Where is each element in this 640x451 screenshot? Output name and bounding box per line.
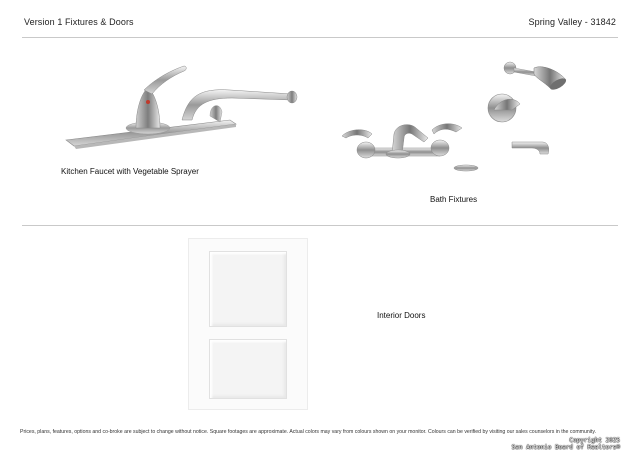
disclaimer-text: Prices, plans, features, options and co-broke are subject to change without notice. Square footages are approximate. Actual colors may vary from colours shown on your monitor. Colours can be verified by visiting our sales counselors in the community. xyxy=(20,429,597,435)
door-upper-panel xyxy=(209,251,287,327)
interior-doors-caption: Interior Doors xyxy=(377,311,426,320)
middle-divider xyxy=(22,225,618,226)
community-plan-label: Spring Valley - 31842 xyxy=(528,17,616,27)
top-divider xyxy=(22,37,618,38)
interior-door-image xyxy=(188,238,308,410)
door-lower-panel xyxy=(209,339,287,399)
kitchen-faucet-caption: Kitchen Faucet with Vegetable Sprayer xyxy=(61,167,199,176)
page-title: Version 1 Fixtures & Doors xyxy=(24,17,134,27)
kitchen-faucet-image xyxy=(60,58,310,158)
bath-fixtures-caption: Bath Fixtures xyxy=(430,195,478,204)
bath-fixtures-image xyxy=(336,58,586,178)
copyright-watermark xyxy=(512,437,620,451)
copyright-line: Copyright 2025 xyxy=(569,437,620,444)
copyright-holder: San Antonio Board of Realtors® xyxy=(511,444,620,451)
